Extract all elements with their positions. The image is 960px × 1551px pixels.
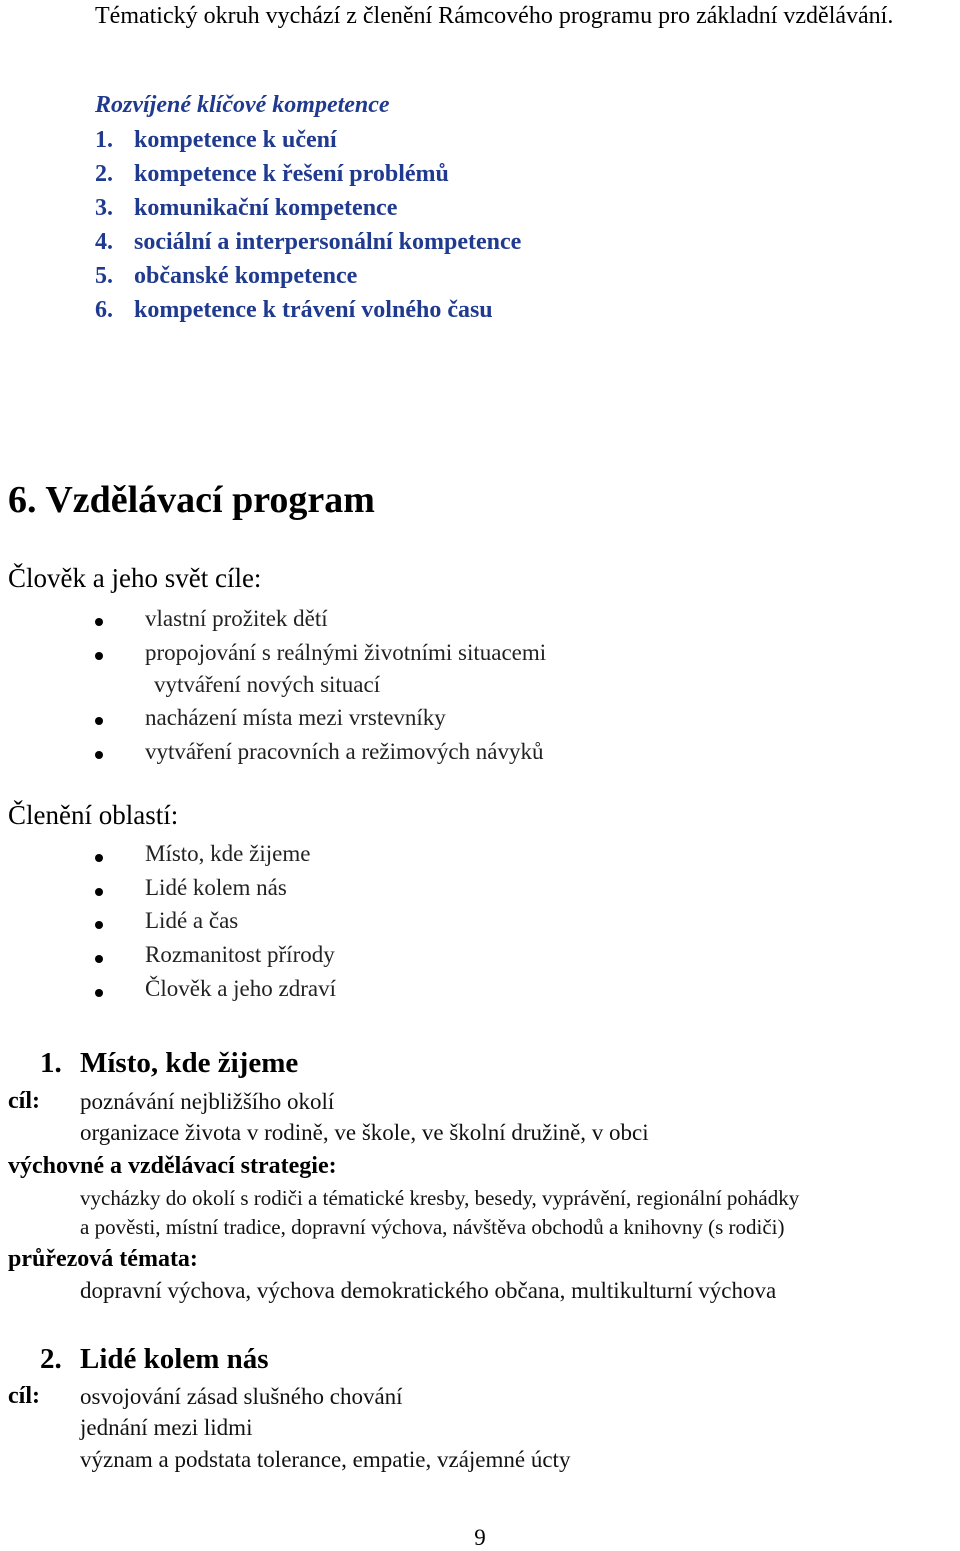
competency-text: občanské kompetence	[134, 263, 358, 289]
competency-item	[0, 195, 960, 225]
competency-item	[0, 263, 960, 293]
goal-text: poznávání nejbližšího okolí	[80, 1089, 335, 1114]
cross-topics-label: průřezová témata:	[8, 1246, 198, 1272]
list-item	[0, 672, 960, 702]
bullet-icon	[95, 921, 103, 929]
topic-title	[0, 1047, 960, 1083]
list-item-text: vytváření nových situací	[154, 672, 381, 697]
list-item-text: Místo, kde žijeme	[145, 841, 311, 866]
goals-heading: Člověk a jeho svět cíle:	[8, 563, 262, 593]
competency-number: 5.	[95, 263, 113, 289]
section-title: 6. Vzdělávací program	[8, 479, 375, 521]
page-number: 9	[474, 1525, 486, 1550]
areas-heading: Členění oblastí:	[8, 800, 179, 830]
list-item-text: vytváření pracovních a režimových návyků	[145, 739, 544, 764]
list-item	[0, 976, 960, 1006]
bullet-icon	[95, 717, 103, 725]
strategies-text: a pověsti, místní tradice, dopravní výchova, návštěva obchodů a knihovny (s rodiči)	[80, 1215, 785, 1239]
goal-text: význam a podstata tolerance, empatie, vzájemné úcty	[80, 1447, 571, 1472]
bullet-icon	[95, 751, 103, 759]
list-item-text: Lidé kolem nás	[145, 875, 287, 900]
bullet-icon	[95, 888, 103, 896]
competency-number: 3.	[95, 195, 113, 221]
bullet-icon	[95, 854, 103, 862]
bullet-icon	[95, 618, 103, 626]
topic-title	[0, 1343, 960, 1379]
competency-text: kompetence k řešení problémů	[134, 161, 449, 187]
list-item	[0, 640, 960, 670]
goal-text: jednání mezi lidmi	[80, 1415, 253, 1440]
competency-text: komunikační kompetence	[134, 195, 398, 221]
bullet-icon	[95, 652, 103, 660]
bullet-icon	[95, 989, 103, 997]
topic-title-text: Lidé kolem nás	[80, 1343, 269, 1375]
competency-item	[0, 127, 960, 157]
competency-item	[0, 297, 960, 327]
competency-item	[0, 161, 960, 191]
cross-topics-text: dopravní výchova, výchova demokratického občana, multikulturní výchova	[80, 1278, 777, 1303]
list-item	[0, 841, 960, 871]
list-item	[0, 908, 960, 938]
list-item-text: propojování s reálnými životními situacemi	[145, 640, 547, 665]
competencies-heading: Rozvíjené klíčové kompetence	[95, 92, 390, 118]
topic-number: 2.	[40, 1343, 62, 1375]
competency-item	[0, 229, 960, 259]
list-item	[0, 606, 960, 636]
competency-number: 4.	[95, 229, 113, 255]
competency-text: sociální a interpersonální kompetence	[134, 229, 522, 255]
topic-title-text: Místo, kde žijeme	[80, 1047, 299, 1079]
list-item-text: Člověk a jeho zdraví	[145, 976, 336, 1001]
competency-number: 2.	[95, 161, 113, 187]
competency-number: 1.	[95, 127, 113, 153]
list-item	[0, 739, 960, 769]
goal-text: osvojování zásad slušného chování	[80, 1384, 403, 1409]
competency-number: 6.	[95, 297, 113, 323]
competency-text: kompetence k učení	[134, 127, 337, 153]
list-item	[0, 705, 960, 735]
strategies-text: vycházky do okolí s rodiči a tématické kresby, besedy, vyprávění, regionální pohádky	[80, 1186, 800, 1210]
goal-text: organizace života v rodině, ve škole, ve školní družině, v obci	[80, 1120, 649, 1145]
goal-label: cíl:	[8, 1383, 40, 1409]
list-item-text: Rozmanitost přírody	[145, 942, 335, 967]
list-item-text: Lidé a čas	[145, 908, 239, 933]
topic-number: 1.	[40, 1047, 62, 1079]
strategies-label: výchovné a vzdělávací strategie:	[8, 1153, 337, 1179]
list-item	[0, 942, 960, 972]
competency-text: kompetence k trávení volného času	[134, 297, 493, 323]
list-item	[0, 875, 960, 905]
bullet-icon	[95, 955, 103, 963]
list-item-text: nacházení místa mezi vrstevníky	[145, 705, 446, 730]
list-item-text: vlastní prožitek dětí	[145, 606, 328, 631]
intro-paragraph: Tématický okruh vychází z členění Rámcového programu pro základní vzdělávání.	[95, 3, 894, 29]
goal-label: cíl:	[8, 1088, 40, 1114]
